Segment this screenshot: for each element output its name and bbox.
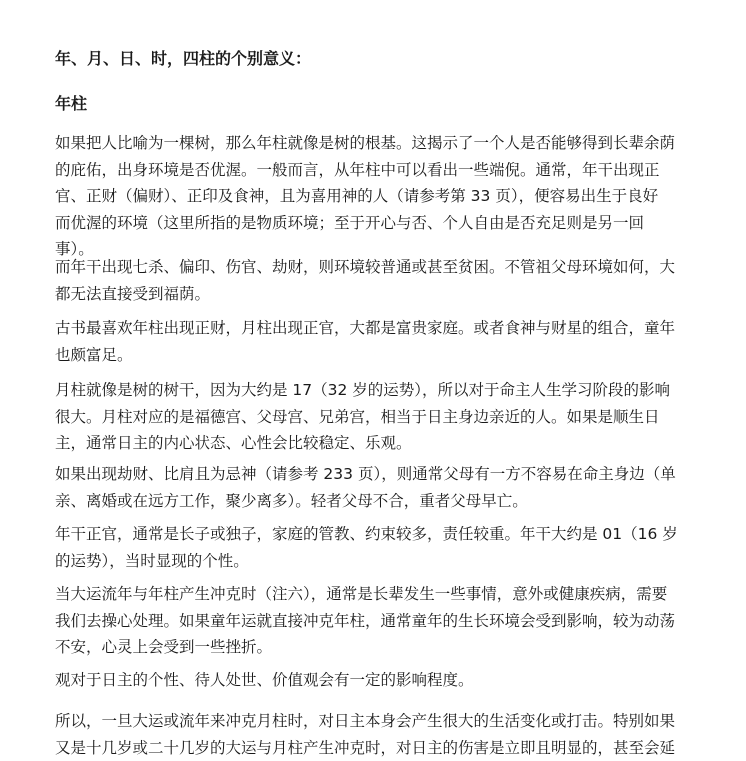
paragraph <box>55 315 695 368</box>
paragraph <box>55 581 695 661</box>
paragraph-line: 主，通常日主的内心状态、心性会比较稳定、乐观。 <box>55 430 695 457</box>
paragraph-line: 所以，一旦大运或流年来冲克月柱时，对日主本身会产生很大的生活变化或打击。特别如果 <box>55 708 695 735</box>
paragraph <box>55 130 695 263</box>
paragraph <box>55 521 695 574</box>
paragraph-line: 又是十几岁或二十几岁的大运与月柱产生冲克时，对日主的伤害是立即且明显的，甚至会延 <box>55 735 695 761</box>
paragraph-line: 也颇富足。 <box>55 342 695 369</box>
section-heading: 年柱 <box>55 93 87 115</box>
paragraph-line: 年干正官，通常是长子或独子，家庭的管教、约束较多，责任较重。年干大约是 01（16 岁 <box>55 521 695 548</box>
paragraph-line: 当大运流年与年柱产生冲克时（注六），通常是长辈发生一些事情，意外或健康疾病，需要 <box>55 581 695 608</box>
paragraph-line: 官、正财（偏财）、正印及食神，且为喜用神的人（请参考第 33 页），便容易出生于良好 <box>55 183 695 210</box>
paragraph-line: 的运势），当时显现的个性。 <box>55 548 695 575</box>
paragraph-line: 如果把人比喻为一棵树，那么年柱就像是树的根基。这揭示了一个人是否能够得到长辈余荫 <box>55 130 695 157</box>
document-title: 年、月、日、时，四柱的个别意义： <box>55 48 311 70</box>
paragraph-line: 事）。 <box>55 236 695 263</box>
paragraph-line: 亲、离婚或在远方工作，聚少离多）。轻者父母不合，重者父母早亡。 <box>55 488 695 515</box>
paragraph-line: 如果出现劫财、比肩且为忌神（请参考 233 页），则通常父母有一方不容易在命主身边（单 <box>55 461 695 488</box>
paragraph-line: 都无法直接受到福荫。 <box>55 281 695 308</box>
paragraph-line: 观对于日主的个性、待人处世、价值观会有一定的影响程度。 <box>55 667 695 694</box>
paragraph <box>55 377 695 457</box>
paragraph-line: 我们去操心处理。如果童年运就直接冲克年柱，通常童年的生长环境会受到影响，较为动荡 <box>55 608 695 635</box>
paragraph-line: 而优渥的环境（这里所指的是物质环境；至于开心与否、个人自由是否充足则是另一回 <box>55 210 695 237</box>
paragraph <box>55 667 695 694</box>
paragraph-line: 而年干出现七杀、偏印、伤官、劫财，则环境较普通或甚至贫困。不管祖父母环境如何，大 <box>55 254 695 281</box>
paragraph <box>55 461 695 514</box>
paragraph-line: 月柱就像是树的树干，因为大约是 17（32 岁的运势），所以对于命主人生学习阶段的影响 <box>55 377 695 404</box>
paragraph-line: 不安，心灵上会受到一些挫折。 <box>55 634 695 661</box>
paragraph <box>55 254 695 307</box>
paragraph-line: 的庇佑，出身环境是否优渥。一般而言，从年柱中可以看出一些端倪。通常，年干出现正 <box>55 157 695 184</box>
paragraph-line: 很大。月柱对应的是福德宫、父母宫、兄弟宫，相当于日主身边亲近的人。如果是顺生日 <box>55 404 695 431</box>
paragraph <box>55 708 695 761</box>
paragraph-line: 古书最喜欢年柱出现正财，月柱出现正官，大都是富贵家庭。或者食神与财星的组合，童年 <box>55 315 695 342</box>
